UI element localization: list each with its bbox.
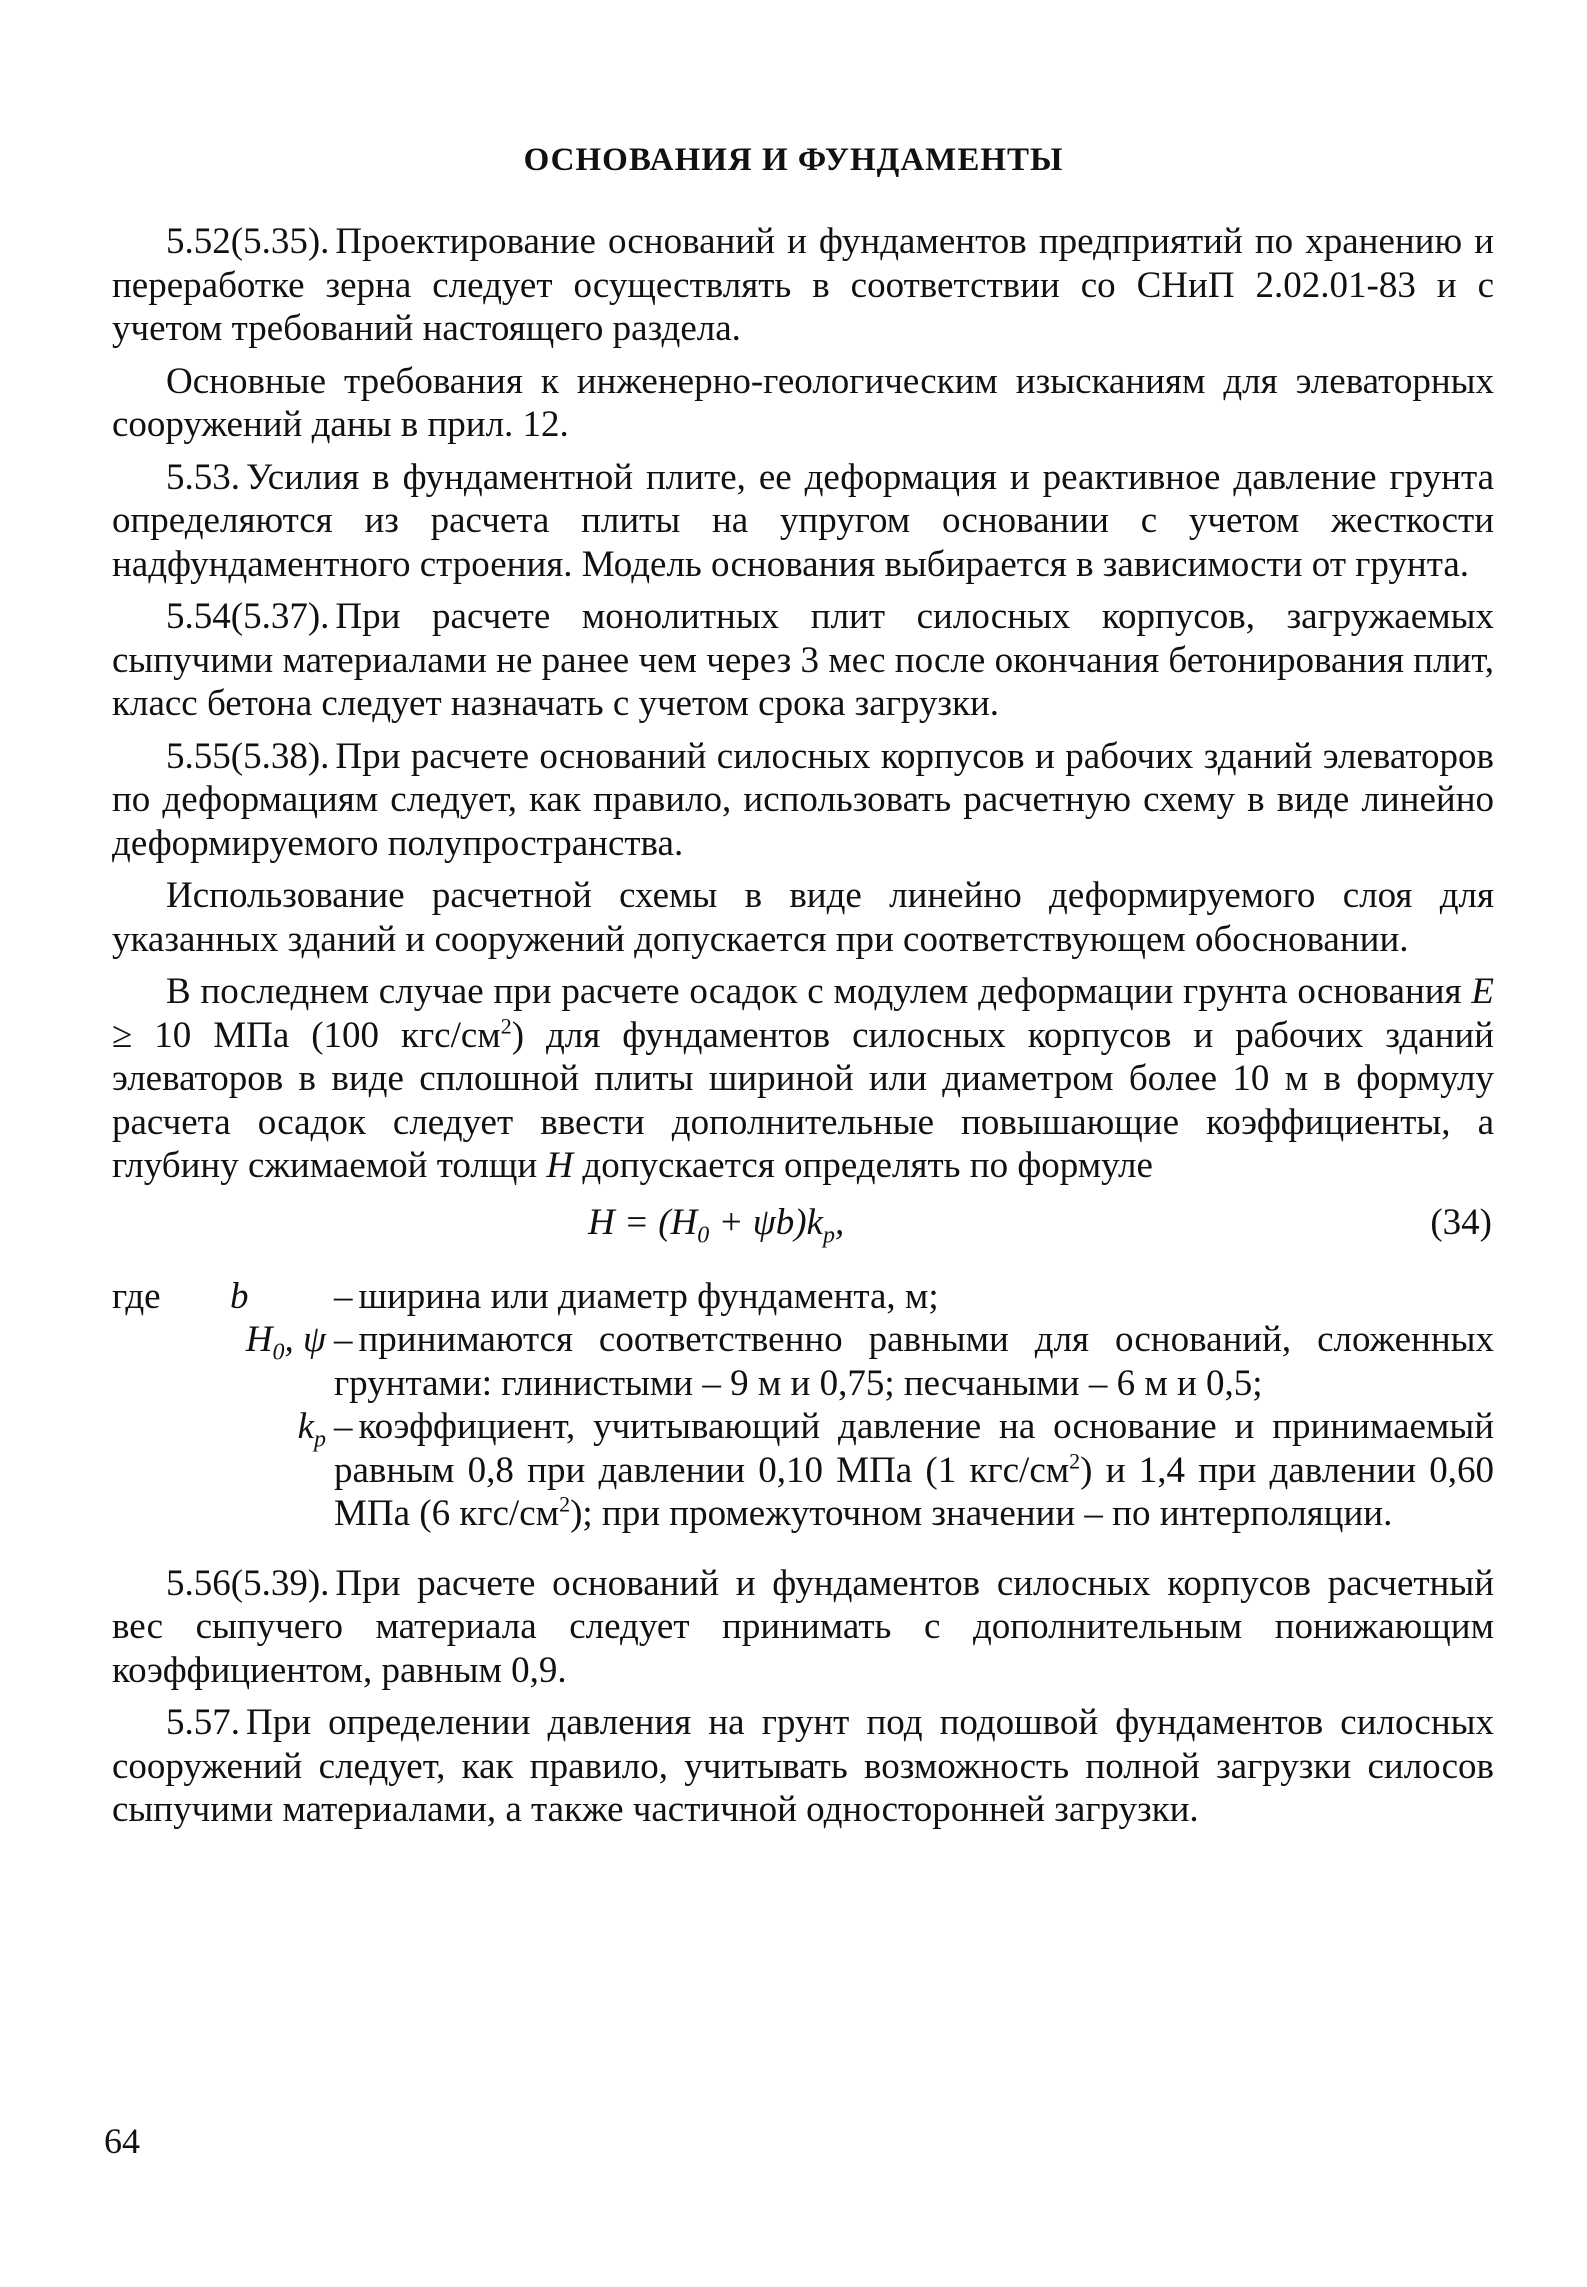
symbol-b: b bbox=[230, 1275, 249, 1317]
section-heading: ОСНОВАНИЯ И ФУНДАМЕНТЫ bbox=[523, 142, 1064, 178]
subscript: 0 bbox=[272, 1339, 285, 1366]
paragraph-layer-scheme bbox=[112, 874, 1494, 961]
formula-34 bbox=[112, 1197, 1494, 1257]
definition-text-k: ); при промежуточном значении – по интерполяции. bbox=[570, 1493, 1393, 1534]
symbol-psi: , ψ bbox=[284, 1319, 326, 1360]
paragraph-text: При расчете монолитных плит силосных корпусов, загружаемых сыпучими материалами не ранее чем через 3 мес после окончания бетонирования плит, класс бетона следует назначать с учетом срока загрузки. bbox=[112, 596, 1494, 724]
paragraph-5-53 bbox=[112, 456, 1494, 587]
paragraph-text: В последнем случае при расчете осадок с модулем деформации грунта основания bbox=[166, 971, 1472, 1012]
equation-number: (34) bbox=[1430, 1201, 1492, 1243]
dash: – bbox=[334, 1406, 353, 1447]
paragraph-5-57 bbox=[112, 1701, 1494, 1832]
paragraph-text: Основные требования к инженерно-геологическим изысканиям для элеваторных сооружений даны в прил. 12. bbox=[112, 360, 1494, 445]
superscript: 2 bbox=[500, 1013, 512, 1039]
definition-b bbox=[112, 1275, 1494, 1319]
symbol-h: H bbox=[245, 1319, 273, 1360]
superscript: 2 bbox=[1069, 1448, 1081, 1474]
dash: – bbox=[334, 1319, 353, 1360]
paragraph-text: ) для фундаментов силосных корпусов и рабочих зданий элеваторов в виде сплошной плиты шириной или диаметром более 10 м в формулу расчета осадок следует ввести дополнительные повышающие коэффициенты, а глубину сжимаемой толщи bbox=[112, 1014, 1494, 1186]
superscript: 2 bbox=[559, 1491, 571, 1517]
clause-number: 5.57. bbox=[166, 1702, 240, 1743]
page-number: 64 bbox=[104, 2121, 140, 2161]
paragraph-text: При расчете оснований силосных корпусов и рабочих зданий элеваторов по деформациям следует, как правило, использовать расчетную схему в виде линейно деформируемого полупространства. bbox=[112, 735, 1494, 864]
symbol-kp bbox=[230, 1405, 334, 1453]
paragraph-text: Проектирование оснований и фундаментов предприятий по хранению и переработке зерна следует осуществлять в соответствии со СНиП 2.02.01-83 и с учетом требований настоящего раздела. bbox=[112, 221, 1494, 349]
definition-text-h: принимаются соответственно равными для оснований, сложенных грунтами: глинистыми – 9 м и 0,75; песчаными – 6 м и 0,5; bbox=[334, 1319, 1494, 1404]
paragraph-text: Усилия в фундаментной плите, ее деформация и реактивное давление грунта определяются из расчета плиты на упругом основании с учетом жесткости надфундаментного строения. Модель основания выбирается в зависимости от грунта. bbox=[112, 456, 1494, 585]
subscript: p bbox=[314, 1426, 326, 1453]
symbol-h0-psi bbox=[230, 1318, 334, 1366]
paragraph-5-56 bbox=[112, 1562, 1494, 1693]
definition-text bbox=[334, 1318, 1494, 1405]
document-body bbox=[112, 220, 1494, 1841]
formula-part: , bbox=[834, 1201, 845, 1243]
definition-text-k: коэффициент, учитывающий давление на основание и принимаемый равным 0,8 при давлении 0,10 МПа (1 кгс/см bbox=[334, 1406, 1494, 1491]
paragraph-5-54 bbox=[112, 595, 1494, 726]
paragraph-text: ≥ 10 МПа (100 кгс/см bbox=[112, 1014, 501, 1056]
clause-number: 5.55(5.38). bbox=[166, 735, 330, 777]
clause-number: 5.56(5.39). bbox=[166, 1562, 330, 1604]
definition-h0-psi bbox=[112, 1318, 1494, 1405]
clause-number: 5.53. bbox=[166, 456, 240, 498]
formula-part: + ψb)k bbox=[709, 1201, 823, 1243]
formula-part: = (H bbox=[614, 1201, 698, 1243]
where-label: где bbox=[112, 1275, 161, 1317]
definitions-list bbox=[112, 1275, 1494, 1536]
paragraph-text: При определении давления на грунт под подошвой фундаментов силосных сооружений следует, как правило, учитывать возможность полной загрузки силосов сыпучими материалами, а также частичной односторонней загрузки. bbox=[112, 1702, 1494, 1830]
clause-number: 5.54(5.37). bbox=[166, 596, 330, 637]
dash: – bbox=[334, 1275, 353, 1317]
symbol-e: E bbox=[1471, 971, 1494, 1012]
paragraph-text: При расчете оснований и фундаментов силосных корпусов расчетный вес сыпучего материала следует принимать с дополнительным понижающим коэффициентом, равным 0,9. bbox=[112, 1562, 1494, 1691]
paragraph-last-case bbox=[112, 970, 1494, 1188]
definition-text-k: ) и 1,4 при давлении 0,60 МПа (6 кгс/см bbox=[334, 1449, 1495, 1534]
formula-subscript: p bbox=[822, 1221, 835, 1248]
paragraph-5-52 bbox=[112, 220, 1494, 351]
paragraph-5-55 bbox=[112, 735, 1494, 866]
definition-text bbox=[334, 1405, 1494, 1536]
paragraph-text: Использование расчетной схемы в виде линейно деформируемого слоя для указанных зданий и сооружений допускается при соответствующем обосновании. bbox=[112, 875, 1494, 960]
formula-subscript: 0 bbox=[697, 1221, 710, 1248]
definition-kp bbox=[112, 1405, 1494, 1536]
paragraph-text: допускается определять по формуле bbox=[573, 1145, 1153, 1186]
symbol-h: H bbox=[546, 1145, 574, 1186]
formula-lhs: H bbox=[588, 1201, 615, 1243]
definition-text-b: ширина или диаметр фундамента, м; bbox=[358, 1275, 939, 1317]
symbol-k: k bbox=[297, 1406, 314, 1447]
definition-text bbox=[334, 1275, 1494, 1319]
clause-number: 5.52(5.35). bbox=[166, 221, 330, 262]
paragraph-requirements bbox=[112, 360, 1494, 447]
formula-expression bbox=[588, 1201, 845, 1248]
